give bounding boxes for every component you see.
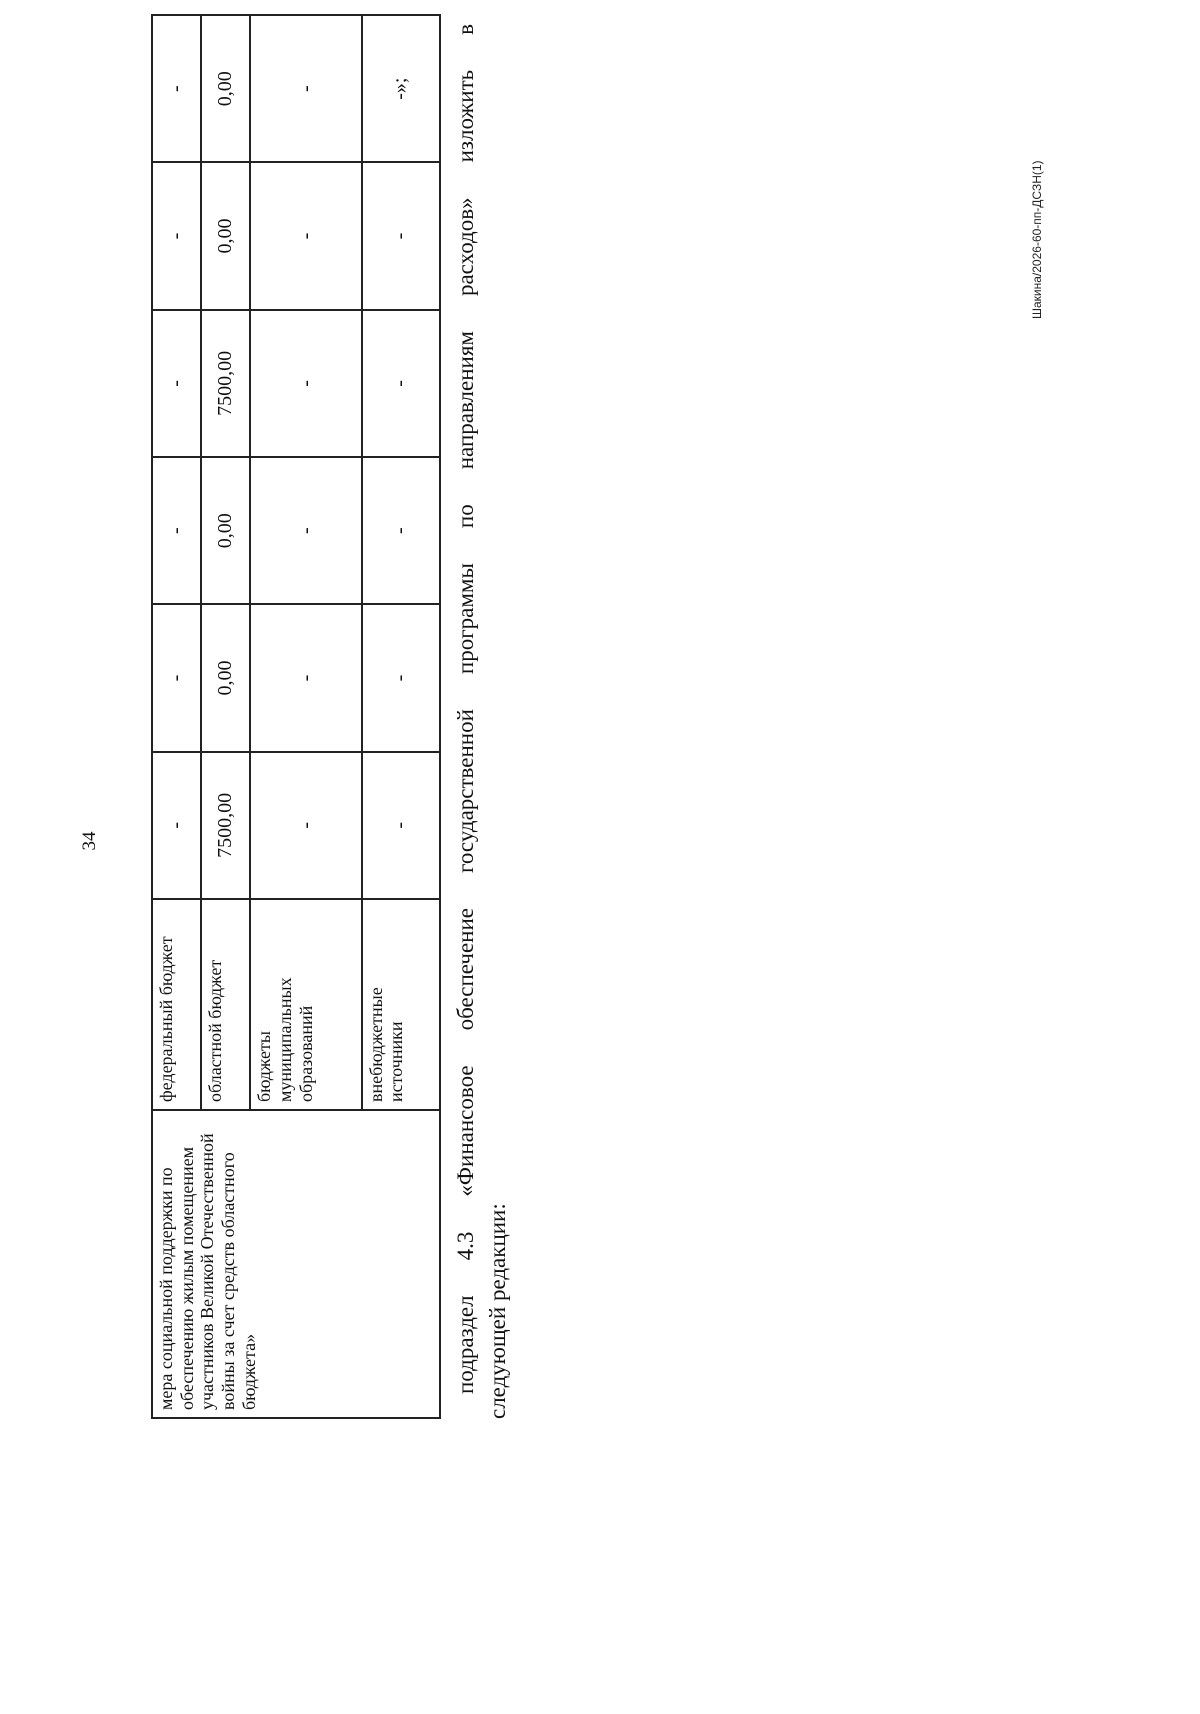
amount-cell: 0,00 [201, 15, 250, 162]
amount-cell: - [362, 310, 440, 457]
amount-cell: -»; [362, 15, 440, 162]
amount-cell: - [152, 162, 201, 309]
amount-cell: - [250, 162, 361, 309]
paragraph-line-2: следующей редакции: [485, 1203, 510, 1419]
amount-cell: - [152, 457, 201, 604]
measure-description: мера социальной поддержки по обеспечению жилым помещением участников Великой Отечественной войны за счет средств областного бюджета» [152, 1110, 440, 1418]
amount-cell: - [362, 752, 440, 899]
amount-cell: 0,00 [201, 604, 250, 751]
amount-cell: 7500,00 [201, 752, 250, 899]
financing-table [151, 14, 441, 1419]
funding-source: бюджеты муниципальных образований [250, 899, 361, 1110]
amount-cell: 0,00 [201, 457, 250, 604]
amount-cell: - [362, 162, 440, 309]
amount-cell: - [362, 457, 440, 604]
amount-cell: - [250, 15, 361, 162]
amount-cell: - [152, 310, 201, 457]
amount-cell: - [152, 15, 201, 162]
paragraph-line-1: подраздел 4.3 «Финансовое обеспечение государственной программы по направлениям расходов» изложить в [453, 24, 478, 1394]
amount-cell: - [152, 752, 201, 899]
amount-cell: - [250, 457, 361, 604]
page-number: 34 [79, 831, 100, 851]
funding-source: федеральный бюджет [152, 899, 201, 1110]
amount-cell: - [250, 604, 361, 751]
table-row [152, 15, 201, 1418]
amount-cell: - [250, 310, 361, 457]
amount-cell: - [152, 604, 201, 751]
amount-cell: - [250, 752, 361, 899]
amount-cell: 0,00 [201, 162, 250, 309]
funding-source: внебюджетные источники [362, 899, 440, 1110]
amount-cell: - [362, 604, 440, 751]
amount-cell: 7500,00 [201, 310, 250, 457]
document-code: Шакина/2026-60-пп-ДСЗН(1) [1030, 160, 1044, 319]
funding-source: областной бюджет [201, 899, 250, 1110]
